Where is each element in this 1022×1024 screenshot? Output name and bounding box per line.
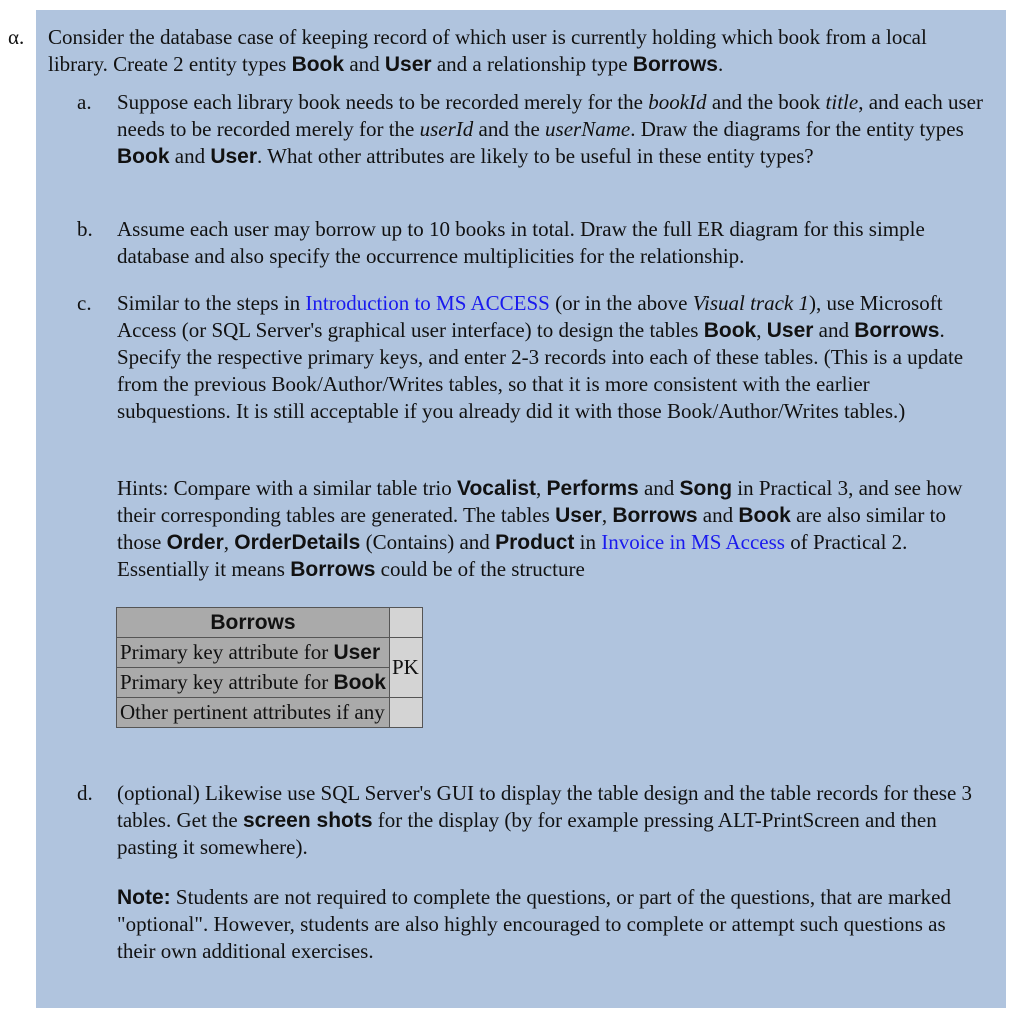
table-cell-other: Other pertinent attributes if any xyxy=(117,698,390,728)
c-text-4: . Specify the respective primary keys, and enter 2-3 records into each of these tables. (This is a update from the previous Book/Author/Writes tables, so that it is more consistent with the earlier subquestions. It is still acceptable if you already did it with those Book/Author/Writes tables.) xyxy=(117,318,964,423)
hints-borrows: Borrows xyxy=(612,504,698,527)
entity-user: User xyxy=(384,53,432,76)
c-text-2: (or in the above xyxy=(549,291,693,315)
subquestion-d-label: d. xyxy=(77,781,93,805)
subquestion-b-label: b. xyxy=(77,217,93,241)
d-text-2: for the display (by for example pressing ALT-PrintScreen and then pasting it somewhere). xyxy=(117,808,937,859)
link-intro-ms-access[interactable]: Introduction to MS ACCESS xyxy=(305,291,550,315)
subquestion-c-label: c. xyxy=(77,291,92,315)
d-text-1: (optional) Likewise use SQL Server's GUI to display the table design and the table records for these 3 tables. Get the xyxy=(117,781,973,832)
row2-text: Primary key attribute for xyxy=(120,670,334,694)
table-header-side xyxy=(389,608,422,638)
hints-orderdetails: OrderDetails xyxy=(234,531,361,554)
table-row xyxy=(117,668,423,698)
table-cell-book-key xyxy=(117,668,390,698)
a-entity-user: User xyxy=(210,145,258,168)
hints-comma-2: , xyxy=(601,503,613,527)
attr-userid: userId xyxy=(419,117,474,141)
pk-cell: PK xyxy=(389,638,422,698)
note-text: Students are not required to complete the questions, or part of the questions, that are marked "optional". However, students are also highly encouraged to complete or attempt such questions as their own additional exercises. xyxy=(117,885,951,963)
hints-text-4: (Contains) and xyxy=(360,530,496,554)
intro-and: and xyxy=(344,52,385,76)
c-visual-track: Visual track 1 xyxy=(692,291,809,315)
hints-text-3: are also similar to those xyxy=(117,503,946,554)
c-text-3: ), use Microsoft Access (or SQL Server's graphical user interface) to design the tables xyxy=(117,291,943,342)
a-and: and xyxy=(169,144,211,168)
hints-performs: Performs xyxy=(546,477,639,500)
c-table-book: Book xyxy=(703,319,757,342)
a-text-2: and the book xyxy=(706,90,826,114)
hints-text-5: in xyxy=(574,530,602,554)
c-table-borrows: Borrows xyxy=(854,319,940,342)
table-header: Borrows xyxy=(117,608,390,638)
hints-text-7: could be of the structure xyxy=(375,557,585,581)
row2-bold: Book xyxy=(333,671,386,694)
link-invoice-ms-access[interactable]: Invoice in MS Access xyxy=(601,530,785,554)
a-text-3: , and each user needs to be recorded merely for the xyxy=(117,90,983,141)
attr-title: title xyxy=(825,90,859,114)
hints-paragraph xyxy=(117,475,987,583)
note-label: Note: xyxy=(117,886,171,909)
subquestion-d-text xyxy=(117,780,985,861)
hints-borrows-2: Borrows xyxy=(290,558,376,581)
a-entity-book: Book xyxy=(117,145,170,168)
c-text-1: Similar to the steps in xyxy=(117,291,306,315)
entity-book: Book xyxy=(291,53,345,76)
hints-book: Book xyxy=(738,504,791,527)
attr-username: userName xyxy=(545,117,631,141)
a-text-5: . Draw the diagrams for the entity types xyxy=(630,117,964,141)
hints-order: Order xyxy=(166,531,224,554)
attr-bookid: bookId xyxy=(648,90,707,114)
table-row xyxy=(117,638,423,668)
subquestion-b-text: Assume each user may borrow up to 10 books in total. Draw the full ER diagram for this simple database and also specify the occurrence multiplicities for the relationship. xyxy=(117,217,925,268)
hints-text-6: of Practical 2. Essentially it means xyxy=(117,530,908,581)
row1-bold: User xyxy=(333,641,381,664)
table-header-row xyxy=(117,608,423,638)
question-intro xyxy=(48,24,988,78)
a-text-1: Suppose each library book needs to be recorded merely for the xyxy=(117,90,649,114)
hints-text-2: in Practical 3, and see how their corresponding tables are generated. The tables xyxy=(117,476,963,527)
subquestion-a-label: a. xyxy=(77,90,92,114)
question-marker: α. xyxy=(8,25,25,49)
intro-text-2: and a relationship type xyxy=(431,52,633,76)
borrows-structure-table xyxy=(116,607,423,728)
d-screen-shots: screen shots xyxy=(242,809,373,832)
hints-and-1: and xyxy=(638,476,680,500)
subquestion-a-text xyxy=(117,89,985,170)
hints-user: User xyxy=(555,504,602,527)
note-paragraph xyxy=(117,884,987,965)
table-side-empty xyxy=(389,698,422,728)
intro-text: Consider the database case of keeping record of which user is currently holding which book from a local library. Create 2 entity types xyxy=(48,25,927,76)
hints-product: Product xyxy=(495,531,575,554)
a-text-4: and the xyxy=(473,117,546,141)
subquestion-c-text xyxy=(117,290,985,425)
c-and: and xyxy=(813,318,855,342)
c-comma: , xyxy=(756,318,762,342)
hints-vocalist: Vocalist xyxy=(457,477,537,500)
hints-and-2: and xyxy=(697,503,739,527)
hints-comma-1: , xyxy=(536,476,547,500)
row1-text: Primary key attribute for xyxy=(120,640,334,664)
table-cell-user-key xyxy=(117,638,390,668)
table-row xyxy=(117,698,423,728)
a-text-6: . What other attributes are likely to be useful in these entity types? xyxy=(257,144,814,168)
hints-comma-3: , xyxy=(223,530,235,554)
c-table-user: User xyxy=(766,319,814,342)
relationship-borrows: Borrows xyxy=(632,53,718,76)
hints-song: Song xyxy=(679,477,733,500)
hints-text-1: Hints: Compare with a similar table trio xyxy=(117,476,458,500)
intro-period: . xyxy=(717,52,724,76)
